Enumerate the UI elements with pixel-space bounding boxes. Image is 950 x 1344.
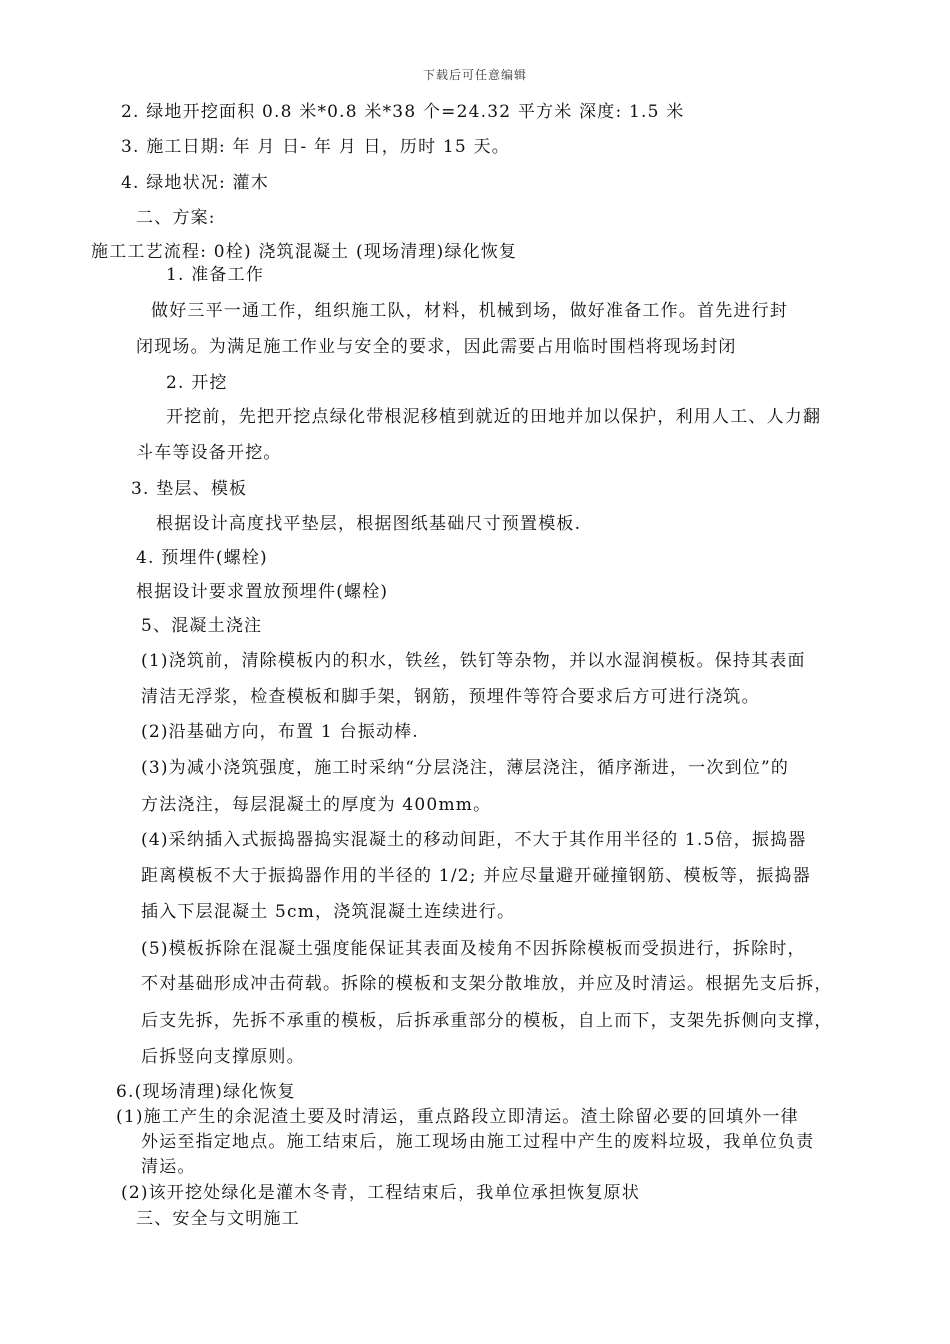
step2-text-line1: 开挖前，先把开挖点绿化带根泥移植到就近的田地并加以保护，利用人工、人力翻	[166, 407, 822, 427]
step5-item2: (2)沿基础方向，布置 1 台振动棒.	[141, 722, 419, 742]
step4-text: 根据设计要求置放预埋件(螺栓)	[136, 582, 389, 602]
step3-text: 根据设计高度找平垫层，根据图纸基础尺寸预置模板.	[156, 514, 582, 534]
step6-item2: (2)该开挖处绿化是灌木冬青，工程结束后，我单位承担恢复原状	[121, 1183, 641, 1203]
step5-item5-line1: (5)模板拆除在混凝土强度能保证其表面及棱角不因拆除模板而受损进行，拆除时，	[141, 939, 806, 959]
item-status: 4. 绿地状况: 灌木	[121, 173, 269, 193]
step5-item5-line2: 不对基础形成冲击荷载。拆除的模板和支架分散堆放，并应及时清运。根据先支后拆，	[141, 974, 833, 994]
step5-item3-line2: 方法浇注，每层混凝土的厚度为 400mm。	[141, 795, 492, 815]
step5-item5-line3: 后支先拆，先拆不承重的模板，后拆承重部分的模板，自上而下，支架先拆侧向支撑，	[141, 1011, 833, 1031]
item-area: 2. 绿地开挖面积 0.8 米*0.8 米*38 个=24.32 平方米 深度: 1.5 米	[121, 102, 685, 122]
step5-item5-line4: 后拆竖向支撑原则。	[141, 1047, 305, 1067]
step3-heading: 3. 垫层、模板	[131, 479, 248, 499]
step6-item1-line1: (1)施工产生的余泥渣土要及时清运，重点路段立即清运。渣土除留必要的回填外一律	[116, 1107, 799, 1127]
step6-heading: 6.(现场清理)绿化恢复	[116, 1082, 296, 1102]
item-date: 3. 施工日期: 年 月 日- 年 月 日，历时 15 天。	[121, 137, 510, 157]
step6-item1-line3: 清运。	[141, 1157, 196, 1177]
step1-heading: 1. 准备工作	[166, 265, 265, 285]
step5-item4-line1: (4)采纳插入式振捣器捣实混凝土的移动间距，不大于其作用半径的 1.5倍，振捣器	[141, 830, 807, 850]
step2-heading: 2. 开挖	[166, 373, 228, 393]
step1-text-line2: 闭现场。为满足施工作业与安全的要求，因此需要占用临时围档将现场封闭	[136, 337, 737, 357]
step5-item4-line3: 插入下层混凝土 5cm，浇筑混凝土连续进行。	[141, 902, 516, 922]
page-header: 下载后可任意编辑	[422, 68, 527, 82]
step4-heading: 4. 预埋件(螺栓)	[136, 548, 268, 568]
section-plan-heading: 二、方案:	[136, 208, 216, 228]
section-safety-heading: 三、安全与文明施工	[136, 1209, 300, 1229]
step1-text-line1: 做好三平一通工作，组织施工队，材料，机械到场，做好准备工作。首先进行封	[151, 301, 788, 321]
step5-item3-line1: (3)为减小浇筑强度，施工时采纳“分层浇注，薄层浇注，循序渐进，一次到位”的	[141, 758, 790, 778]
process-flow: 施工工艺流程: 0栓) 浇筑混凝土 (现场清理)绿化恢复	[91, 242, 518, 262]
step5-item1-line1: (1)浇筑前，清除模板内的积水，铁丝，铁钉等杂物，并以水湿润模板。保持其表面	[141, 651, 806, 671]
step5-heading: 5、混凝土浇注	[141, 616, 263, 636]
step6-item1-line2: 外运至指定地点。施工结束后，施工现场由施工过程中产生的废料垃圾，我单位负责	[141, 1132, 815, 1152]
step5-item4-line2: 距离模板不大于振捣器作用的半径的 1/2; 并应尽量避开碰撞钢筋、模板等，振捣器	[141, 866, 811, 886]
step2-text-line2: 斗车等设备开挖。	[136, 443, 282, 463]
step5-item1-line2: 清洁无浮浆，检查模板和脚手架，钢筋，预埋件等符合要求后方可进行浇筑。	[141, 687, 760, 707]
